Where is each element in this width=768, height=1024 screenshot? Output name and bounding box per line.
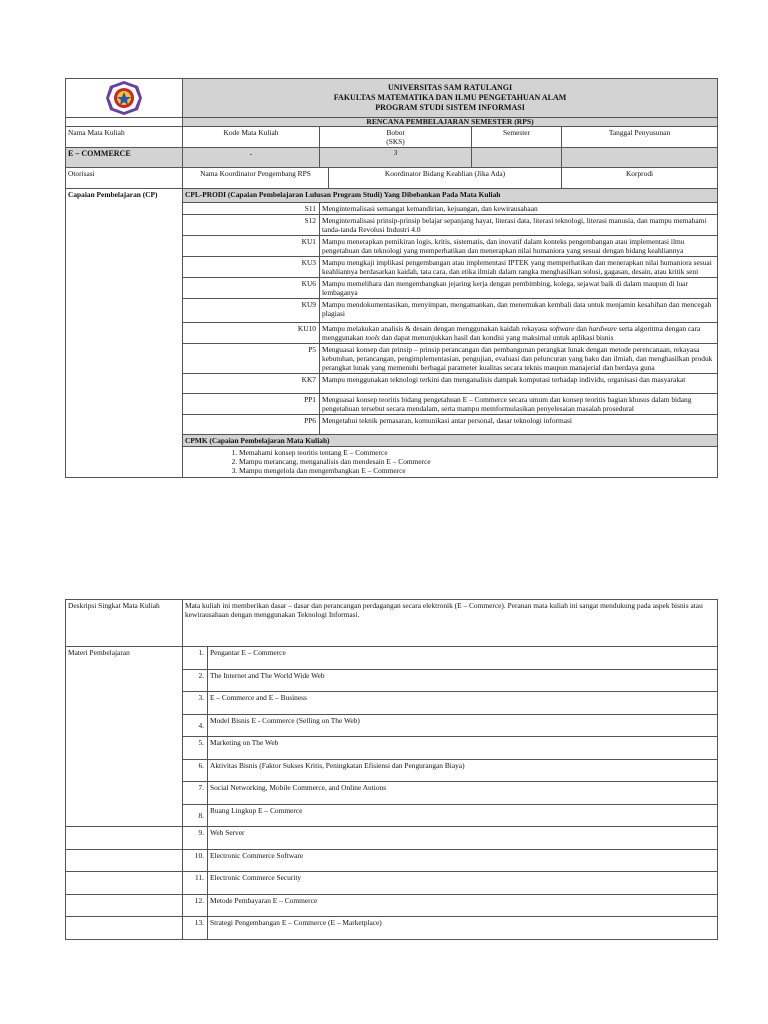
material-item: Aktivitas Bisnis (Faktor Sukses Kritis, Peningkatan Efisiensi dan Pengurangan Biaya) — [208, 760, 718, 782]
cp-code: KU1 — [183, 236, 320, 257]
cp-code: KK7 — [183, 374, 320, 394]
description-label: Deskripsi Singkat Mata Kuliah — [66, 600, 183, 647]
university-seal-icon — [104, 80, 144, 116]
material-number: 10. — [183, 850, 208, 872]
field-coordinator-label: Koordinator Bidang Keahlian (Jika Ada) — [329, 168, 562, 189]
material-item: Electronic Commerce Security — [208, 872, 718, 895]
document-title: RENCANA PEMBELAJARAN SEMESTER (RPS) — [183, 118, 718, 127]
material-item: E – Commerce and E – Business — [208, 692, 718, 715]
material-number: 8. — [183, 805, 208, 827]
cp-code: S12 — [183, 215, 320, 236]
course-date — [562, 148, 718, 168]
material-item: The Internet and The World Wide Web — [208, 670, 718, 692]
cpmk-list — [183, 447, 718, 458]
cp-code: KU9 — [183, 299, 320, 323]
university-name: UNIVERSITAS SAM RATULANGI — [387, 83, 513, 92]
cp-text: Mampu melakukan analisis & desain dengan menggunakan kaidah rekayasa software dan hardware serta algoritma dengan cara menggunakan tools dan dapat menunjukkan hasil dan kondisi yang maksimal untuk aplikasi bisnis — [320, 323, 718, 344]
material-number: 13. — [183, 917, 208, 940]
material-number: 1. — [183, 647, 208, 670]
material-item: Metode Pembayaran E – Commerce — [208, 895, 718, 917]
rps-content-table — [65, 599, 718, 940]
cp-text: Mampu mendokumentasikan, menyimpan, mengamankan, dan menemukan kembali data untuk menjamin kesahihan dan mencegah plagiasi — [320, 299, 718, 323]
course-semester — [472, 148, 562, 168]
cp-text: Mampu menerapkan pemikiran logis, kritis, sistematis, dan inovatif dalam konteks pengembangan atau implementasi ilmu pengetahuan dan teknologi yang memperhatikan dan menerapkan nilai humaniora yang sesuai dengan bidang keahliannya — [320, 236, 718, 257]
course-weight: 3 — [320, 148, 472, 168]
university-header — [183, 79, 718, 118]
cpl-prodi-heading: CPL-PRODI (Capaian Pembelajaran Lulusan Program Studi) Yang Dibebankan Pada Mata Kuliah — [183, 189, 718, 203]
material-item: Marketing on The Web — [208, 737, 718, 760]
materials-label: Materi Pembelajaran — [66, 647, 183, 827]
material-item: Ruang Lingkup E – Commerce — [208, 805, 718, 827]
material-number: 2. — [183, 670, 208, 692]
faculty-name: FAKULTAS MATEMATIKA DAN ILMU PENGETAHUAN ALAM — [333, 93, 567, 102]
course-name-label: Nama Mata Kuliah — [66, 127, 183, 148]
material-item: Web Server — [208, 827, 718, 850]
cp-text: Mampu memelihara dan mengembangkan jejaring kerja dengan pembimbing, kolega, sejawat baik di dalam maupun di luar lembaganya — [320, 278, 718, 299]
program-name: PROGRAM STUDI SISTEM INFORMASI — [375, 103, 525, 112]
course-weight-label: Bobot (SKS) — [320, 127, 472, 148]
rps-header-table — [65, 78, 718, 478]
material-number: 12. — [183, 895, 208, 917]
program-head-label: Korprodi — [562, 168, 718, 189]
description-text: Mata kuliah ini memberikan dasar – dasar dan perancangan perdagangan secara elektronik (E – Commerce). Peranan mata kuliah ini sangat mendukung pada aspek bisnis atau kewirausahaan dengan menggunakan Teknologi Informasi. — [183, 600, 718, 647]
cpmk-heading: CPMK (Capaian Pembelajaran Mata Kuliah) — [183, 435, 718, 447]
material-number: 11. — [183, 872, 208, 895]
university-logo — [68, 80, 180, 116]
cp-code: KU10 — [183, 323, 320, 344]
cp-text: Mampu menggunakan teknologi terkini dan menganalisis dampak komputasi terhadap individu, organisasi dan masyarakat — [320, 374, 718, 394]
cp-label: Capaian Pembelajaran (CP) — [66, 189, 183, 478]
material-item: Electronic Commerce Software — [208, 850, 718, 872]
cp-code: PP6 — [183, 415, 320, 435]
semester-label: Semester — [472, 127, 562, 148]
cpmk-item: 3. Mampu mengelola dan mengembangkan E – Commerce — [239, 466, 715, 475]
cp-text: Menguasai konsep teoritis bidang pengetahuan E – Commerce secara umum dan konsep teoritis bagian khusus dalam bidang pengetahuan tersebut secara mendalam, serta mampu memformulasikan penyelesaian masalah prosedural — [320, 394, 718, 415]
material-number: 6. — [183, 760, 208, 782]
cp-text: Menguasai konsep dan prinsip – prinsip perancangan dan pembangunan perangkat lunak dengan metode perencanaan, rekayasa kebutuhan, perancangan, pengimplementasian, pengujian, evaluasi dan peluncuran yang baku dan ilmiah, dan menghasilkan produk perangkat lunak yang memenuhi berbagai parameter kualitas secara teknis maupun manajerial dan berdaya guna — [320, 344, 718, 374]
university-logo-cell — [66, 79, 183, 118]
cp-text: Menginternalisasi prinsip-prinsip belajar sepanjang hayat, literasi data, literasi teknologi, literasi manusia, dan mampu memahami tanda-tanda Revolusi Industri 4.0 — [320, 215, 718, 236]
cp-code: S11 — [183, 203, 320, 215]
material-number: 3. — [183, 692, 208, 715]
course-code: - — [183, 148, 320, 168]
material-number: 9. — [183, 827, 208, 850]
cp-code: KU6 — [183, 278, 320, 299]
material-number: 7. — [183, 782, 208, 805]
cp-code: P5 — [183, 344, 320, 374]
cp-code: PP1 — [183, 394, 320, 415]
cp-code: KU3 — [183, 257, 320, 278]
cpmk-item: 1. Memahami konsep teoritis tentang E – Commerce — [239, 448, 715, 457]
rps-coordinator-label: Nama Koordinator Pengembang RPS — [183, 168, 329, 189]
date-label: Tanggal Penyusunan — [562, 127, 718, 148]
material-item: Strategi Pengembangan E – Commerce (E – Marketplace) — [208, 917, 718, 940]
material-item: Social Networking, Mobile Commerce, and Online Autions — [208, 782, 718, 805]
material-item: Pengantar E – Commerce — [208, 647, 718, 670]
material-number: 5. — [183, 737, 208, 760]
cp-text: Mengetahui teknik pemasaran, komunikasi antar personal, dasar teknologi informasi — [320, 415, 718, 435]
cp-text: Mampu mengkaji implikasi pengembangan atau implementasi IPTEK yang memperhatikan dan menerapkan nilai humaniora sesuai keahliannya berdasarkan kaidah, tata cara, dan etika ilmiah dalam rangka menghasilkan solusi, gagasan, desain, atau kritik seni — [320, 257, 718, 278]
material-item: Model Bisnis E - Commerce (Selling on The Web) — [208, 715, 718, 737]
course-name: E – COMMERCE — [66, 148, 183, 168]
authorization-label: Otorisasi — [66, 168, 183, 189]
course-code-label: Kode Mata Kuliah — [183, 127, 320, 148]
cpmk-item: 2. Mampu merancang, menganalisis dan mendesain E – Commerce — [239, 457, 715, 466]
material-number: 4. — [183, 715, 208, 737]
cp-text: Menginternalisasi semangat kemandirian, kejuangan, dan kewirausahaan — [320, 203, 718, 215]
